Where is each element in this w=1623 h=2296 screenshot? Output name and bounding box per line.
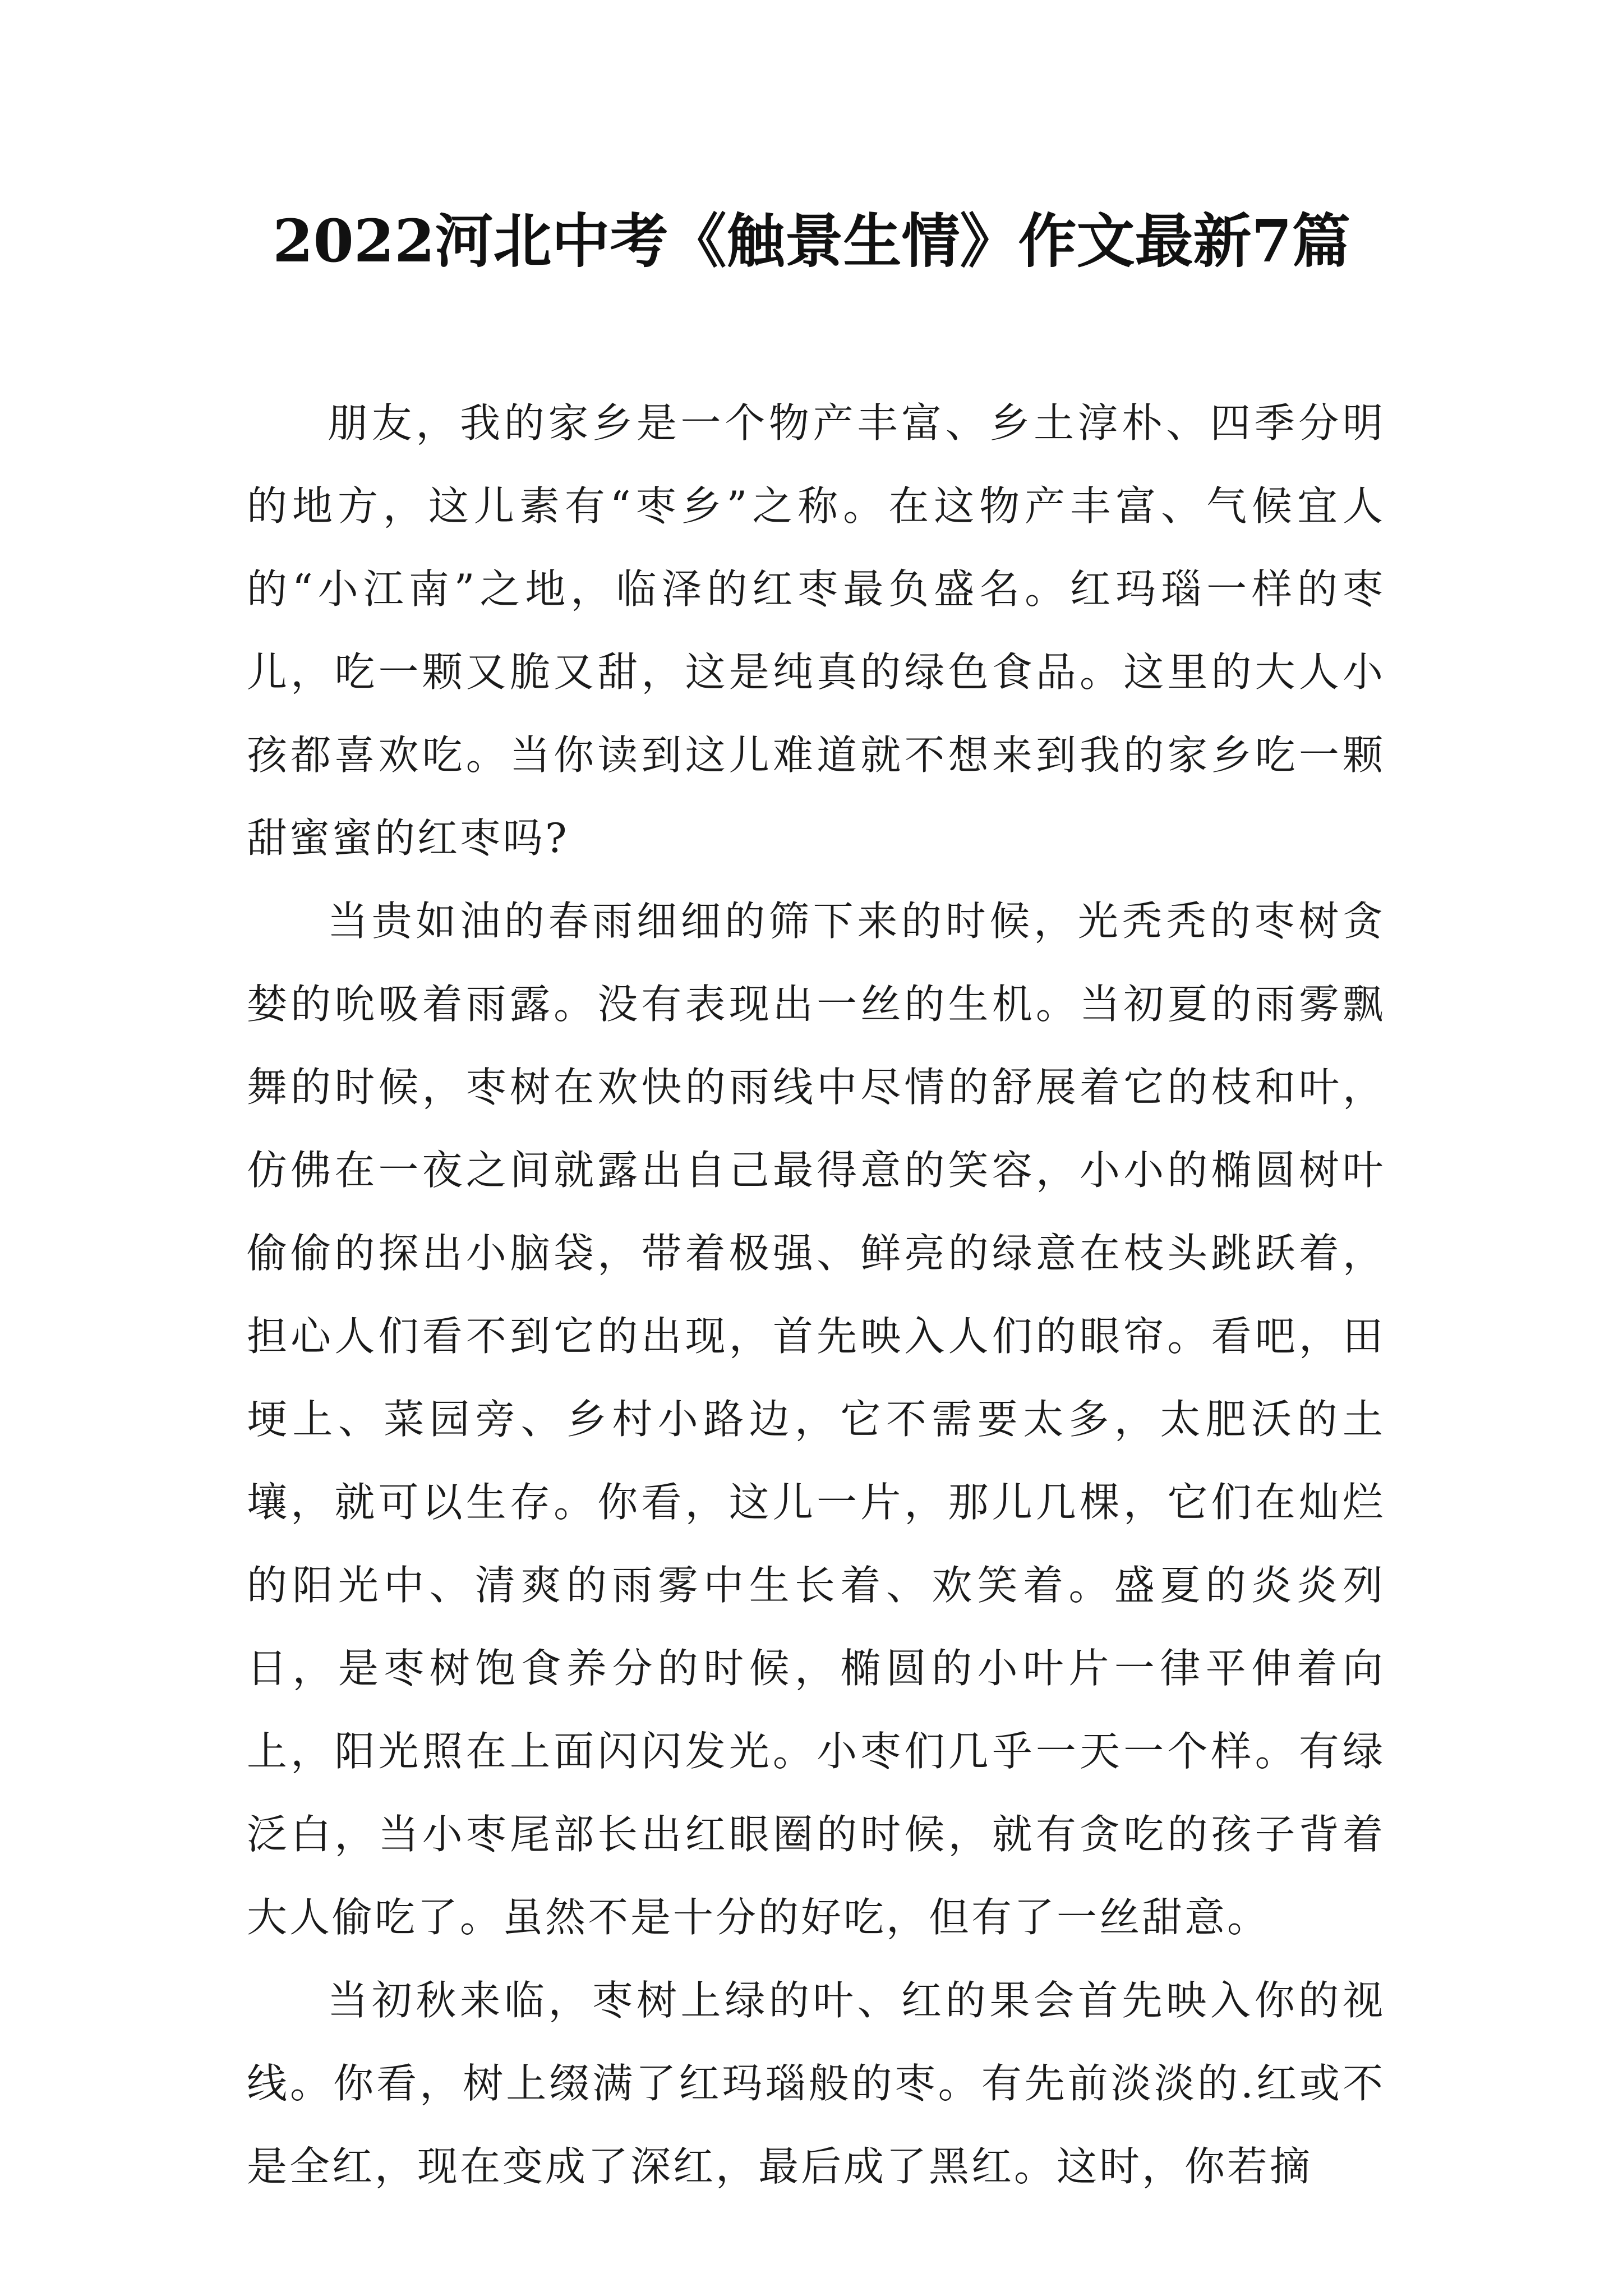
paragraph: 当初秋来临，枣树上绿的叶、红的果会首先映入你的视线。你看，树上缀满了红玛瑙般的枣。有先前淡淡的.红或不是全红，现在变成了深红，最后成了黑红。这时，你若摘 [247, 1977, 1385, 2190]
paragraph: 当贵如油的春雨细细的筛下来的时候，光秃秃的枣树贪婪的吮吸着雨露。没有表现出一丝的生机。当初夏的雨雾飘舞的时候，枣树在欢快的雨线中尽情的舒展着它的枝和叶，仿佛在一夜之间就露出自己最得意的笑容，小小的椭圆树叶偷偷的探出小脑袋，带着极强、鲜亮的绿意在枝头跳跃着，担心人们看不到它的出现，首先映入人们的眼帘。看吧，田埂上、菜园旁、乡村小路边，它不需要太多，太肥沃的土壤，就可以生存。你看，这儿一片，那儿几棵，它们在灿烂的阳光中、清爽的雨雾中生长着、欢笑着。盛夏的炎炎列日，是枣树饱食养分的时候，椭圆的小叶片一律平伸着向上，阳光照在上面闪闪发光。小枣们几乎一天一个样。有绿泛白，当小枣尾部长出红眼圈的时候，就有贪吃的孩子背着大人偷吃了。虽然不是十分的好吃，但有了一丝甜意。 [247, 898, 1385, 1941]
document-body [247, 381, 1385, 2208]
paragraph: 朋友，我的家乡是一个物产丰富、乡土淳朴、四季分明的地方，这儿素有“枣乡”之称。在这物产丰富、气候宜人的“小江南”之地，临泽的红枣最负盛名。红玛瑙一样的枣儿，吃一颗又脆又甜，这是纯真的绿色食品。这里的大人小孩都喜欢吃。当你读到这儿难道就不想来到我的家乡吃一颗甜蜜蜜的红枣吗? [247, 399, 1385, 862]
document-title: 2022河北中考《触景生情》作文最新7篇 [273, 206, 1350, 275]
